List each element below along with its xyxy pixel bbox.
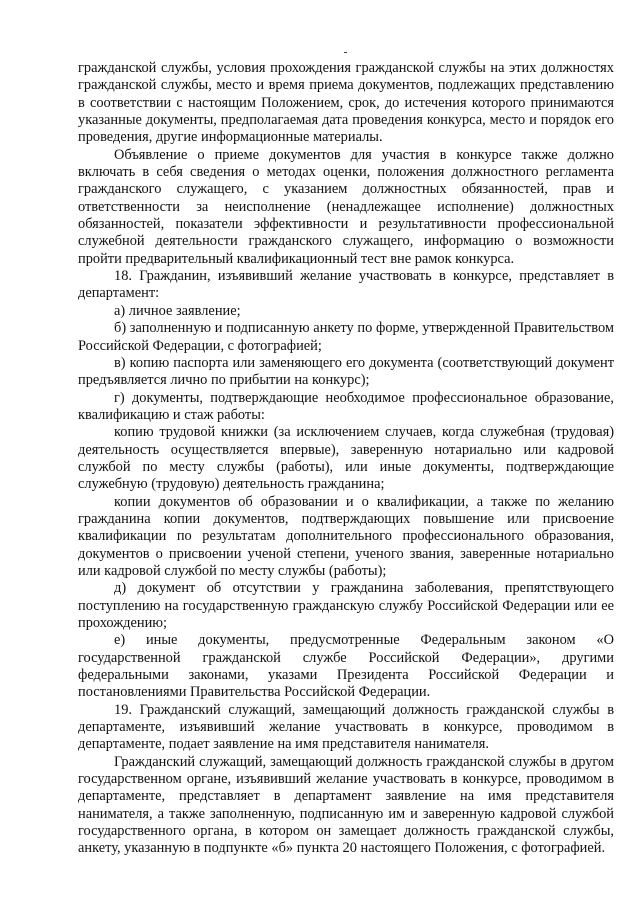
paragraph-other-agency: Гражданский служащий, замещающий должность гражданской службы в другом государственном органе, изъявивший желание участвовать в конкурсе, проводимом в департаменте, представляет в департамент заявление на имя представителя нанимателя, а также заполненную, подписанную им и заверенную кадровой службой государственного органа, в котором он замещает должность гражданской службы, анкету, указанную в подпункте «б» пункта 20 настоящего Положения, с фотографией. (78, 753, 614, 857)
paragraph-work-book: копию трудовой книжки (за исключением случаев, когда служебная (трудовая) деятельность осуществляется впервые), заверенную нотариально или кадровой службой по месту службы (работы), или иные документы, подтверждающие служебную (трудовую) деятельность гражданина; (78, 424, 614, 493)
list-item-g: г) документы, подтверждающие необходимое профессиональное образование, квалификацию и стаж работы: (78, 389, 614, 423)
list-item-b: б) заполненную и подписанную анкету по форме, утвержденной Правительством Российской Федерации, с фотографией; (78, 320, 614, 354)
list-item-d: д) документ об отсутствии у гражданина заболевания, препятствующего поступлению на государственную гражданскую службу Российской Федерации или ее прохождению; (78, 580, 614, 631)
scan-dot (344, 52, 347, 53)
document-page (78, 60, 614, 858)
list-item-a: а) личное заявление; (114, 302, 241, 319)
list-item-v: в) копию паспорта или заменяющего его документа (соответствующий документ предъявляется лично по прибытии на конкурс); (78, 354, 614, 389)
paragraph-announcement: Объявление о приеме документов для участия в конкурсе также должно включать в себя сведения о методах оценки, положения должностного регламента гражданского служащего, с указанием должностных обязанностей, прав и ответственности за неисполнение (ненадлежащее исполнение) должностных обязанностей, показатели эффективности и результативности профессиональной служебной деятельности гражданского служащего, информацию о возможности пройти предварительный квалификационный тест вне рамок конкурса. (78, 146, 614, 267)
list-item-e: е) иные документы, предусмотренные Федеральным законом «О государственной гражданской службе Российской Федерации», другими федеральными законами, указами Президента Российской Федерации и постановлениями Правительства Российской Федерации. (78, 632, 614, 701)
paragraph-education-docs: копии документов об образовании и о квалификации, а также по желанию гражданина копии документов, подтверждающих повышение или присвоение квалификации по результатам дополнительного профессионального образования, документов о присвоении ученой степени, ученого звания, заверенные нотариально или кадровой службой по месту службы (работы); (78, 493, 614, 579)
paragraph-item-19: 19. Гражданский служащий, замещающий должность гражданской службы в департаменте, изъявивший желание участвовать в конкурсе, проводимом в департаменте, подает заявление на имя представителя нанимателя. (78, 701, 614, 753)
paragraph-continuation: гражданской службы, условия прохождения гражданской службы на этих должностях гражданской службы, место и время приема документов, подлежащих представлению в соответствии с настоящим Положением, срок, до истечения которого принимаются указанные документы, предполагаемая дата проведения конкурса, место и порядок его проведения, другие информационные материалы. (78, 60, 614, 146)
paragraph-item-18: 18. Гражданин, изъявивший желание участвовать в конкурсе, представляет в департамент: (78, 268, 614, 302)
